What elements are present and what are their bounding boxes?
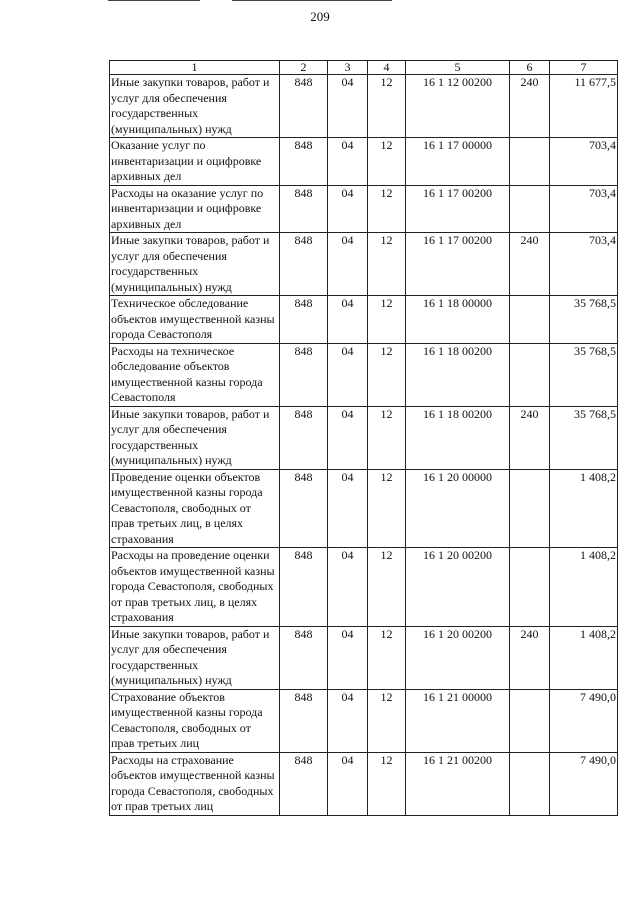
table-row bbox=[110, 689, 618, 752]
section-cell: 04 bbox=[328, 75, 368, 138]
expense-type-cell bbox=[510, 185, 550, 233]
amount-cell: 703,4 bbox=[550, 185, 618, 233]
expense-type-cell: 240 bbox=[510, 406, 550, 469]
amount-cell: 11 677,5 bbox=[550, 75, 618, 138]
target-article-cell: 16 1 12 00200 bbox=[406, 75, 510, 138]
header-cell: 5 bbox=[406, 61, 510, 75]
code-cell: 848 bbox=[280, 233, 328, 296]
code-cell: 848 bbox=[280, 406, 328, 469]
expense-type-cell: 240 bbox=[510, 626, 550, 689]
page-number: 209 bbox=[310, 9, 330, 24]
amount-cell: 35 768,5 bbox=[550, 296, 618, 344]
code-cell: 848 bbox=[280, 548, 328, 627]
subsection-cell: 12 bbox=[368, 548, 406, 627]
amount-cell: 703,4 bbox=[550, 233, 618, 296]
section-cell: 04 bbox=[328, 689, 368, 752]
expense-type-cell: 240 bbox=[510, 75, 550, 138]
item-name: Оказание услуг по инвентаризации и оцифровке архивных дел bbox=[110, 138, 280, 186]
item-name: Страхование объектов имущественной казны города Севастополя, свободных от прав третьих лиц bbox=[110, 689, 280, 752]
section-cell: 04 bbox=[328, 138, 368, 186]
subsection-cell: 12 bbox=[368, 343, 406, 406]
code-cell: 848 bbox=[280, 752, 328, 815]
target-article-cell: 16 1 18 00200 bbox=[406, 343, 510, 406]
amount-cell: 1 408,2 bbox=[550, 548, 618, 627]
code-cell: 848 bbox=[280, 296, 328, 344]
top-rule-right bbox=[232, 0, 392, 1]
table-row bbox=[110, 752, 618, 815]
subsection-cell: 12 bbox=[368, 138, 406, 186]
target-article-cell: 16 1 20 00200 bbox=[406, 548, 510, 627]
section-cell: 04 bbox=[328, 752, 368, 815]
section-cell: 04 bbox=[328, 185, 368, 233]
item-name: Иные закупки товаров, работ и услуг для обеспечения государственных (муниципальных) нужд bbox=[110, 233, 280, 296]
header-cell: 3 bbox=[328, 61, 368, 75]
item-name: Проведение оценки объектов имущественной казны города Севастополя, свободных от прав третьих лиц, в целях страхования bbox=[110, 469, 280, 548]
amount-cell: 1 408,2 bbox=[550, 626, 618, 689]
expense-type-cell bbox=[510, 548, 550, 627]
code-cell: 848 bbox=[280, 138, 328, 186]
item-name: Расходы на проведение оценки объектов имущественной казны города Севастополя, свободных от прав третьих лиц, в целях страхования bbox=[110, 548, 280, 627]
target-article-cell: 16 1 20 00000 bbox=[406, 469, 510, 548]
subsection-cell: 12 bbox=[368, 296, 406, 344]
expense-type-cell: 240 bbox=[510, 233, 550, 296]
target-article-cell: 16 1 17 00000 bbox=[406, 138, 510, 186]
header-cell: 7 bbox=[550, 61, 618, 75]
item-name: Расходы на оказание услуг по инвентаризации и оцифровке архивных дел bbox=[110, 185, 280, 233]
header-cell: 6 bbox=[510, 61, 550, 75]
target-article-cell: 16 1 17 00200 bbox=[406, 185, 510, 233]
code-cell: 848 bbox=[280, 185, 328, 233]
table-row bbox=[110, 138, 618, 186]
table-row bbox=[110, 75, 618, 138]
subsection-cell: 12 bbox=[368, 185, 406, 233]
expense-type-cell bbox=[510, 296, 550, 344]
subsection-cell: 12 bbox=[368, 469, 406, 548]
item-name: Техническое обследование объектов имущественной казны города Севастополя bbox=[110, 296, 280, 344]
target-article-cell: 16 1 21 00200 bbox=[406, 752, 510, 815]
section-cell: 04 bbox=[328, 626, 368, 689]
top-rule-left bbox=[108, 0, 200, 1]
item-name: Иные закупки товаров, работ и услуг для обеспечения государственных (муниципальных) нужд bbox=[110, 75, 280, 138]
target-article-cell: 16 1 21 00000 bbox=[406, 689, 510, 752]
expense-type-cell bbox=[510, 138, 550, 186]
target-article-cell: 16 1 17 00200 bbox=[406, 233, 510, 296]
item-name: Иные закупки товаров, работ и услуг для обеспечения государственных (муниципальных) нужд bbox=[110, 406, 280, 469]
target-article-cell: 16 1 18 00200 bbox=[406, 406, 510, 469]
table-row bbox=[110, 548, 618, 627]
header-cell: 1 bbox=[110, 61, 280, 75]
header-row bbox=[110, 61, 618, 75]
expense-type-cell bbox=[510, 689, 550, 752]
header-cell: 4 bbox=[368, 61, 406, 75]
header-cell: 2 bbox=[280, 61, 328, 75]
subsection-cell: 12 bbox=[368, 75, 406, 138]
amount-cell: 35 768,5 bbox=[550, 406, 618, 469]
table-row bbox=[110, 185, 618, 233]
subsection-cell: 12 bbox=[368, 689, 406, 752]
table-row bbox=[110, 406, 618, 469]
code-cell: 848 bbox=[280, 689, 328, 752]
table-row bbox=[110, 296, 618, 344]
section-cell: 04 bbox=[328, 343, 368, 406]
item-name: Расходы на техническое обследование объектов имущественной казны города Севастополя bbox=[110, 343, 280, 406]
code-cell: 848 bbox=[280, 469, 328, 548]
subsection-cell: 12 bbox=[368, 626, 406, 689]
table-row bbox=[110, 343, 618, 406]
expense-type-cell bbox=[510, 343, 550, 406]
item-name: Расходы на страхование объектов имущественной казны города Севастополя, свободных от прав третьих лиц bbox=[110, 752, 280, 815]
amount-cell: 703,4 bbox=[550, 138, 618, 186]
amount-cell: 35 768,5 bbox=[550, 343, 618, 406]
amount-cell: 1 408,2 bbox=[550, 469, 618, 548]
expense-type-cell bbox=[510, 469, 550, 548]
section-cell: 04 bbox=[328, 296, 368, 344]
section-cell: 04 bbox=[328, 548, 368, 627]
expense-type-cell bbox=[510, 752, 550, 815]
subsection-cell: 12 bbox=[368, 752, 406, 815]
section-cell: 04 bbox=[328, 406, 368, 469]
table-row bbox=[110, 469, 618, 548]
budget-table bbox=[109, 60, 618, 816]
subsection-cell: 12 bbox=[368, 233, 406, 296]
subsection-cell: 12 bbox=[368, 406, 406, 469]
amount-cell: 7 490,0 bbox=[550, 752, 618, 815]
table-row bbox=[110, 233, 618, 296]
code-cell: 848 bbox=[280, 626, 328, 689]
target-article-cell: 16 1 20 00200 bbox=[406, 626, 510, 689]
section-cell: 04 bbox=[328, 233, 368, 296]
target-article-cell: 16 1 18 00000 bbox=[406, 296, 510, 344]
amount-cell: 7 490,0 bbox=[550, 689, 618, 752]
code-cell: 848 bbox=[280, 343, 328, 406]
item-name: Иные закупки товаров, работ и услуг для обеспечения государственных (муниципальных) нужд bbox=[110, 626, 280, 689]
table-row bbox=[110, 626, 618, 689]
code-cell: 848 bbox=[280, 75, 328, 138]
section-cell: 04 bbox=[328, 469, 368, 548]
